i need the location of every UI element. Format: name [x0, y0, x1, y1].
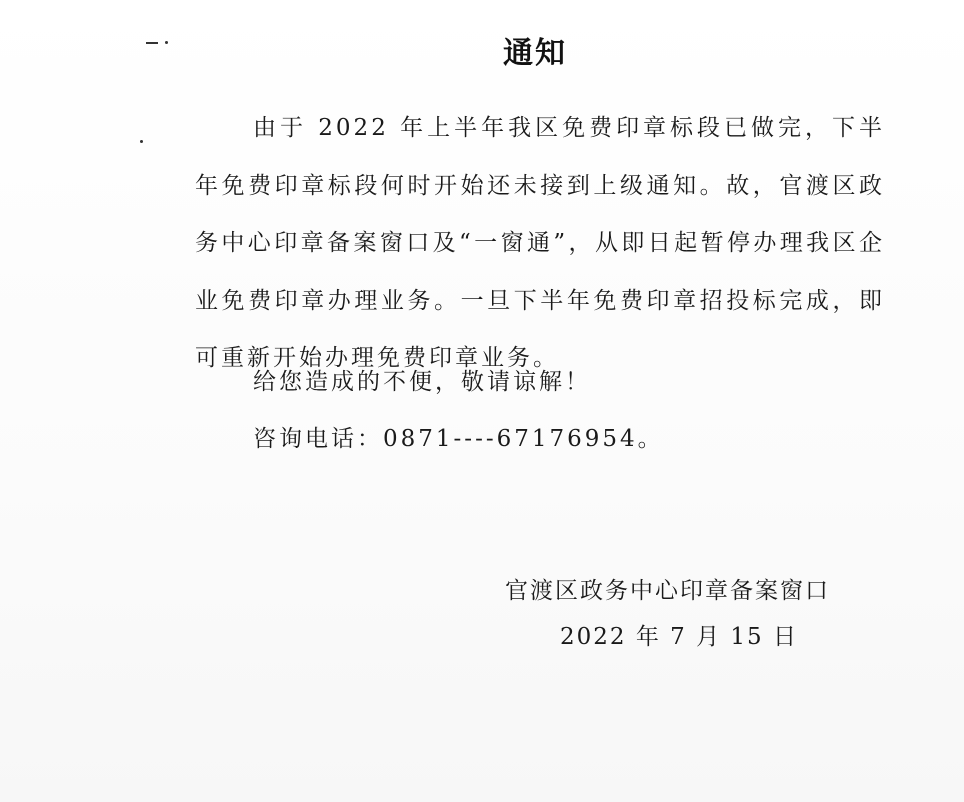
issue-date: 2022 年 7 月 15 日	[560, 624, 798, 650]
notice-title: 通知	[503, 36, 567, 71]
issuer-signature: 官渡区政务中心印章备案窗口	[505, 578, 830, 604]
notice-body-paragraph: 由于 2022 年上半年我区免费印章标段已做完，下半年免费印章标段何时开始还未接到上级通知。故，官渡区政务中心印章备案窗口及“一窗通”，从即日起暂停办理我区企业免费印章办理业务。一旦下半年免费印章招投标完成，即可重新开始办理免费印章业务。	[195, 115, 885, 371]
contact-phone-paragraph: 咨询电话：0871----67176954。	[253, 426, 664, 452]
apology-paragraph: 给您造成的不便，敬请谅解！	[253, 369, 591, 395]
scan-mark	[140, 140, 143, 143]
